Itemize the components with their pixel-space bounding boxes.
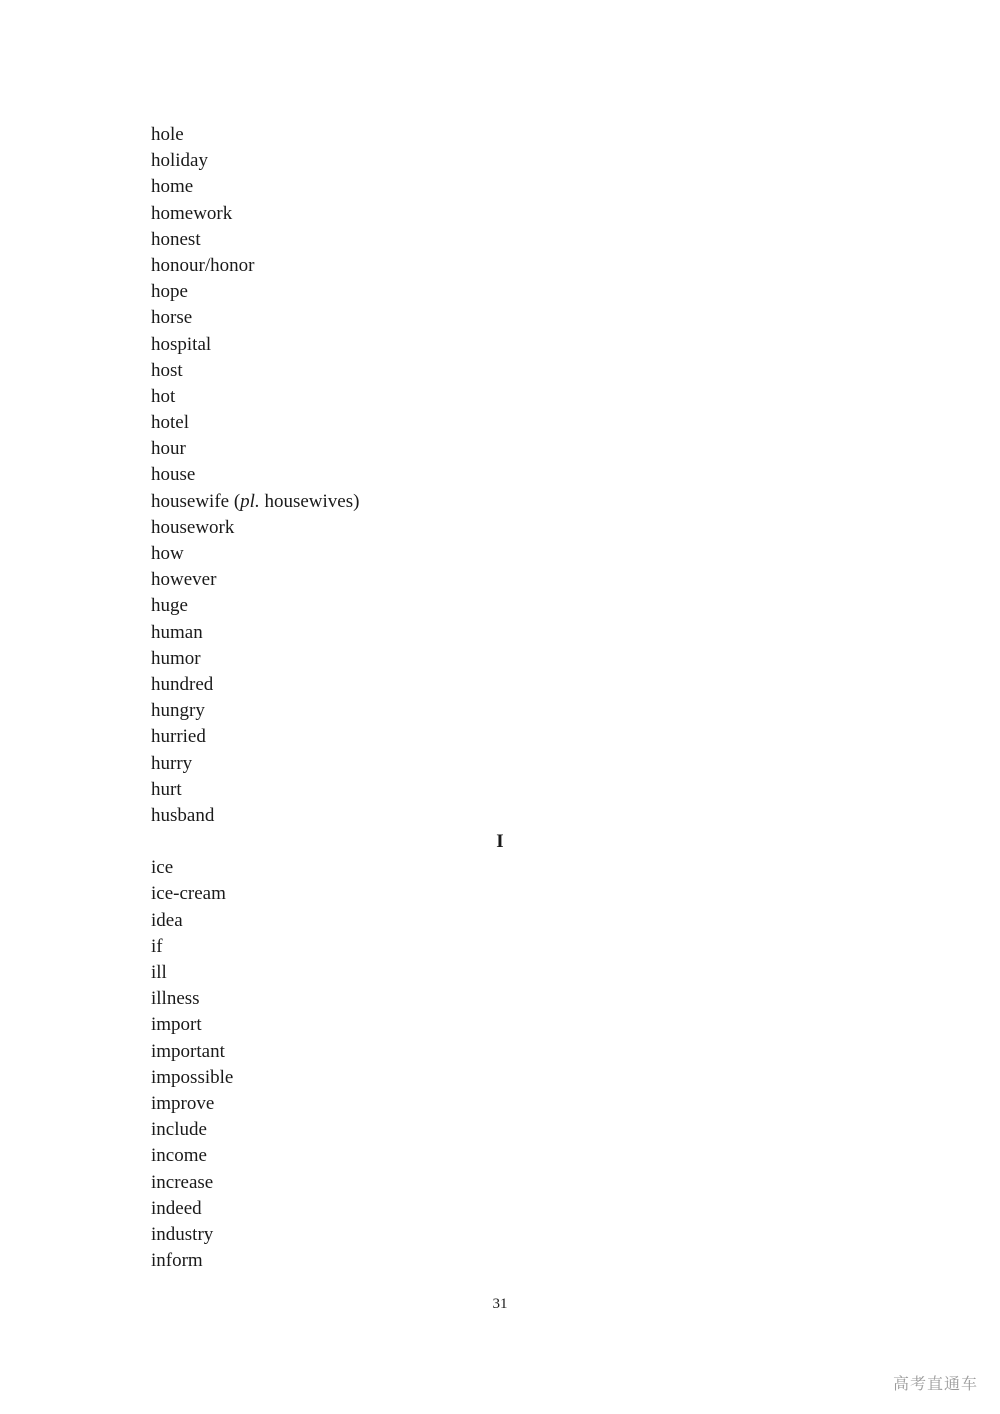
list-item: illness <box>151 988 200 1010</box>
list-item-housewife <box>151 489 851 515</box>
list-item: horse <box>151 307 193 329</box>
list-item: hour <box>151 438 186 460</box>
list-item: impossible <box>151 1066 234 1088</box>
vocabulary-list <box>151 122 851 1274</box>
list-item: hot <box>151 385 176 407</box>
list-item: honest <box>151 228 201 250</box>
section-heading-i: I <box>496 831 504 853</box>
list-item: housework <box>151 516 235 538</box>
list-item: indeed <box>151 1197 202 1219</box>
page-number: 31 <box>492 1296 508 1312</box>
list-item: ice <box>151 857 174 879</box>
list-item: however <box>151 569 217 591</box>
list-item: ill <box>151 962 167 983</box>
list-item: hole <box>151 124 184 145</box>
list-item: hope <box>151 281 188 303</box>
list-item: hurt <box>151 778 182 800</box>
list-item: hundred <box>151 673 214 695</box>
list-item: hungry <box>151 700 205 722</box>
plural-abbreviation: pl. <box>240 490 260 512</box>
list-item: house <box>151 464 196 486</box>
list-item: husband <box>151 804 215 826</box>
list-item: homework <box>151 202 233 224</box>
list-item: industry <box>151 1223 214 1245</box>
list-item: if <box>151 935 163 957</box>
entry-plural: housewives) <box>259 490 360 512</box>
list-item: host <box>151 359 183 381</box>
list-item: holiday <box>151 150 208 172</box>
list-item: import <box>151 1014 202 1036</box>
list-item: increase <box>151 1171 214 1193</box>
list-item: inform <box>151 1250 203 1272</box>
list-item: huge <box>151 595 188 617</box>
list-item: honour/honor <box>151 254 255 276</box>
list-item: improve <box>151 1092 215 1114</box>
entry-word: housewife ( <box>151 490 241 512</box>
list-item: hospital <box>151 333 212 355</box>
list-item: income <box>151 1145 207 1167</box>
list-item: idea <box>151 909 183 931</box>
list-item: important <box>151 1040 225 1062</box>
list-item: how <box>151 543 184 564</box>
list-item: humor <box>151 647 201 669</box>
list-item: home <box>151 176 194 198</box>
list-item: human <box>151 621 203 643</box>
list-item: hotel <box>151 412 189 434</box>
list-item: include <box>151 1119 207 1141</box>
list-item: hurry <box>151 752 193 774</box>
watermark-text: 高考直通车 <box>892 1374 978 1393</box>
list-item: hurried <box>151 726 206 748</box>
list-item: ice-cream <box>151 883 226 905</box>
